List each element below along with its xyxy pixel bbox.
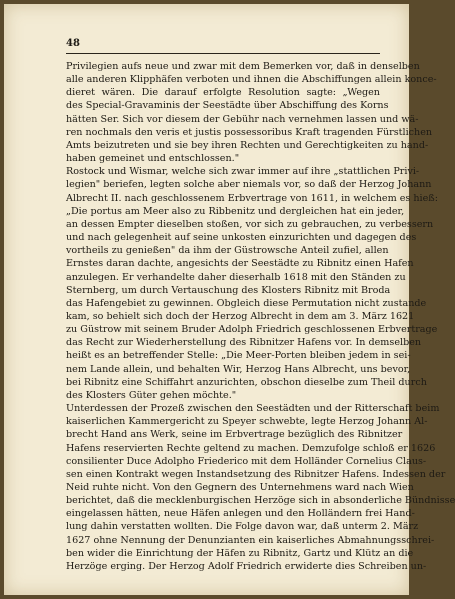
text-line: des Klosters Güter gehen möchte." [66,389,237,401]
text-line: Rostock und Wismar, welche sich zwar immer auf ihre „stattlichen Privi- [66,166,420,178]
text-line: nem Lande allein, und behalten Wir, Herzog Hans Albrecht, uns bevor, [66,363,411,375]
page-number: 48 [66,38,80,49]
paragraph [66,165,438,402]
text-line: und nach gelegenheit auf seine unkosten einzurichten und dagegen des [66,232,417,244]
text-line: sen einen Kontrakt wegen Instandsetzung des Ribnitzer Hafens. Indessen der [66,468,446,480]
text-line: dieret wären. Die darauf erfolgte Resolution sagte: „Wegen [66,87,380,99]
text-line: bei Ribnitz eine Schiffahrt anzurichten, obschon dieselbe zum Theil durch [66,376,427,388]
body-text [66,60,455,573]
paragraph [66,60,437,165]
text-line: Sternberg, um durch Vertauschung des Klosters Ribnitz mit Broda [66,284,391,296]
paragraph [66,402,455,573]
text-line: legien" beriefen, legten solche aber niemals vor, so daß der Herzog Johann [66,179,432,191]
text-line: berichtet, daß die mecklenburgischen Herzöge sich in absonderliche Bündnisse [66,495,455,507]
text-line: alle anderen Klipphäfen verboten und ihnen die Abschiffungen allein konce- [66,74,437,86]
text-line: heißt es an betreffender Stelle: „Die Meer-Porten bleiben jedem in sei- [66,350,411,362]
text-line: das Recht zur Wiederherstellung des Ribnitzer Hafens vor. In demselben [66,337,422,349]
text-line: Privilegien aufs neue und zwar mit dem Bemerken vor, daß in denselben [66,61,420,72]
text-line: haben gemeinet und entschlossen." [66,153,240,165]
text-line: 1627 ohne Nennung der Denunzianten ein kaiserliches Abmahnungsschrei- [66,534,435,546]
text-line: hätten Ser. Sich vor diesem der Gebühr nach vernehmen lassen und wä- [66,113,419,125]
text-line: „Die portus am Meer also zu Ribbenitz und dergleichen hat ein jeder, [66,205,405,217]
text-line: ben wider die Einrichtung der Häfen zu Ribnitz, Gartz und Klütz an die [66,547,414,559]
text-line: an dessen Empter dieselben stoßen, vor sich zu gebrauchen, zu verbessern [66,218,434,230]
text-line: lung dahin verstatten wollten. Die Folge davon war, daß unterm 2. März [66,521,419,533]
text-line: anzulegen. Er verhandelte daher dieserhalb 1618 mit den Ständen zu [66,271,406,283]
text-line: Unterdessen der Prozeß zwischen den Seestädten und der Ritterschaft beim [66,403,440,415]
text-line: das Hafengebiet zu gewinnen. Obgleich diese Permutation nicht zustande [66,297,427,309]
header-rule [66,53,380,54]
text-line: zu Güstrow mit seinem Bruder Adolph Friedrich geschlossenen Erbvertrage [66,324,438,336]
text-line: kam, so behielt sich doch der Herzog Albrecht in dem am 3. März 1621 [66,310,415,322]
text-line: Hafens reservierten Rechte geltend zu machen. Demzufolge schloß er 1626 [66,442,436,454]
text-line: Neid ruhte nicht. Von den Gegnern des Unternehmens ward nach Wien [66,482,414,493]
text-line: vortheils zu genießen" da ihm der Güstrowsche Anteil zufiel, allen [66,245,389,257]
text-line: Ernstes daran dachte, angesichts der Seestädte zu Ribnitz einen Hafen [66,258,414,270]
text-line: des Special-Gravaminis der Seestädte über Abschiffung des Korns [66,100,389,112]
text-line: Amts beizutreten und sie bey ihren Rechten und Gerechtigkeiten zu hand- [66,139,429,151]
text-line: kaiserlichen Kammergericht zu Speyer schwebte, legte Herzog Johann Al- [66,416,428,428]
text-line: consilienter Duce Adolpho Friederico mit dem Holländer Cornelius Claus- [66,455,427,467]
text-line: eingelassen hätten, neue Häfen anlegen und den Holländern frei Hand- [66,508,415,520]
document-page [4,4,455,595]
text-line: brecht Hand ans Werk, seine im Erbvertrage bezüglich des Ribnitzer [66,429,403,441]
text-line: ren nochmals den veris et justis possessoribus Kraft tragenden Fürstlichen [66,126,433,138]
text-line: Albrecht II. nach geschlossenem Erbvertrage von 1611, in welchem es hieß: [66,192,438,204]
text-line: Herzöge erging. Der Herzog Adolf Friedrich erwiderte dies Schreiben un- [66,560,427,572]
